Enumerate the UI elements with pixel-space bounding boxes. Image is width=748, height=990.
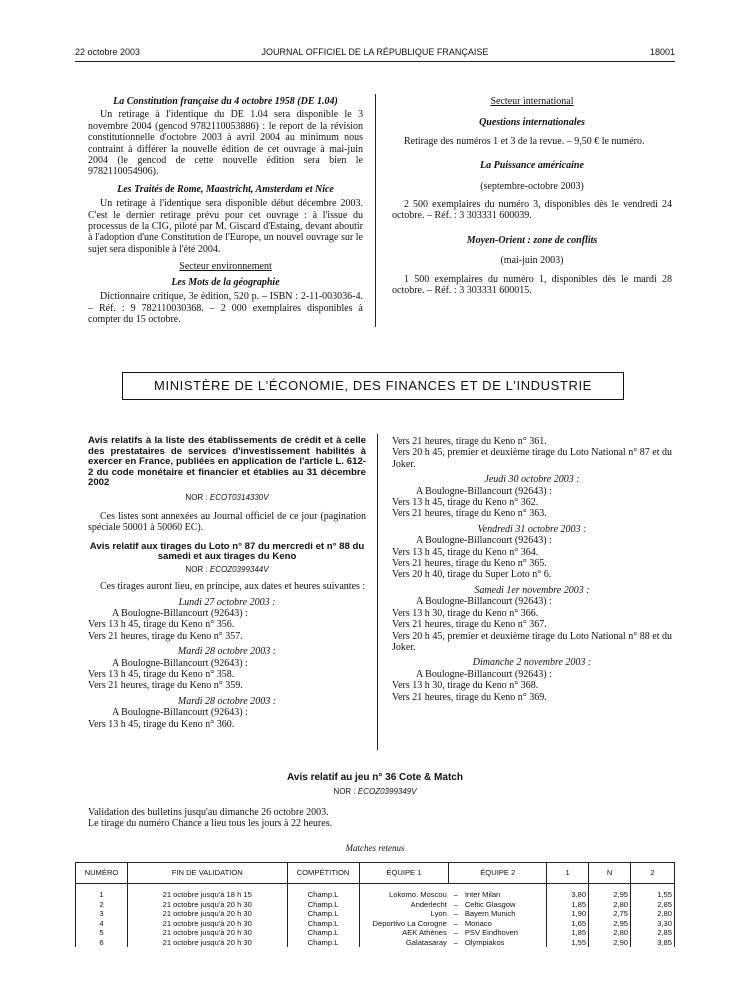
international-section: Secteur international <box>490 96 574 107</box>
puissance-dates: (septembre-octobre 2003) <box>480 180 584 192</box>
avis-loto-intro: Ces tirages auront lieu, en principe, aux dates et heures suivantes : <box>100 581 366 593</box>
schedule-right-draw: Vers 13 h 30, tirage du Keno n° 366. <box>392 607 539 619</box>
match-competition: Champ.L <box>287 900 359 910</box>
schedule-left-draw: Vers 13 h 45, tirage du Keno n° 356. <box>88 619 235 631</box>
avis-listes-title: Avis relatifs à la liste des établissements de crédit et à celle des prestataires de services d'investissement habilités à exercer en France, publiées en application de l'article L. 612-2 du code monétaire et financier et établies au 31 décembre 2002 <box>88 435 366 488</box>
match-end-validation: 21 octobre jusqu'à 20 h 30 <box>127 919 287 929</box>
top-left-column <box>88 96 363 325</box>
match-end-validation: 21 octobre jusqu'à 20 h 30 <box>127 938 287 948</box>
schedule-right-location: A Boulogne-Billancourt (92643) : <box>416 535 552 547</box>
match-team-1: Deportivo La Corogne <box>359 919 449 929</box>
loto-schedule-right <box>392 474 672 703</box>
match-odds-1: 1,85 <box>547 900 589 910</box>
matches-table <box>75 862 675 947</box>
match-odds-1: 1,65 <box>547 919 589 929</box>
schedule-right-draw: Vers 13 h 45, tirage du Keno n° 364. <box>392 546 539 558</box>
schedule-right-day: Jeudi 30 octobre 2003 : <box>484 474 580 486</box>
ministry-banner: MINISTÈRE DE L'ÉCONOMIE, DES FINANCES ET DE L'INDUSTRIE <box>122 372 624 400</box>
match-odds-2: 2,80 <box>631 909 675 919</box>
match-odds-n: 2,95 <box>589 884 631 900</box>
moyen-orient-title: Moyen-Orient : zone de conflits <box>466 234 598 246</box>
questions-text: Retirage des numéros 1 et 3 de la revue. – 9,50 € le numéro. <box>404 135 645 147</box>
schedule-left-day: Lundi 27 octobre 2003 : <box>178 596 276 608</box>
schedule-right-draw: Vers 13 h 30, tirage du Keno n° 368. <box>392 680 539 692</box>
match-end-validation: 21 octobre jusqu'à 20 h 30 <box>127 900 287 910</box>
avis-listes-text: Ces listes sont annexées au Journal officiel de ce jour (pagination spéciale 50001 à 50060 EC). <box>88 510 366 534</box>
schedule-right-draw: Vers 21 heures, tirage du Keno n° 367. <box>392 619 547 631</box>
moyen-orient-text: 1 500 exemplaires du numéro 1, disponibles dès le mardi 28 octobre. – Réf. : 3 303331 600015. <box>392 273 672 297</box>
match-dash: – <box>453 890 458 899</box>
match-team-2: Inter Milan <box>463 884 547 900</box>
schedule-left-day: Mardi 28 octobre 2003 : <box>177 695 277 707</box>
match-team-2: Bayern Munich <box>463 909 547 919</box>
match-odds-n: 2,90 <box>589 938 631 948</box>
table-row <box>76 928 675 938</box>
match-team-2: Monaco <box>463 919 547 929</box>
header-competition: COMPÉTITION <box>287 863 359 884</box>
avis-loto-title: Avis relatif aux tirages du Loto n° 87 du mercredi et n° 88 du samedi et aux tirages du Keno <box>89 540 365 563</box>
header-equipe-2: ÉQUIPE 2 <box>449 863 547 884</box>
constitution-text: Un retirage à l'identique du DE 1.04 sera disponible le 3 novembre 2004 (gencod 9782110053886) : le report de la révision constitutionnelle d'octobre 2003 à avril 2004 au minimum nous contraint à différer la nouvelle édition de cet ouvrage à mai-juin 2004 (le gencod de cette nouvelle édition sera bien le 9782110054906). <box>88 109 363 178</box>
schedule-right-day: Vendredi 31 octobre 2003 : <box>477 523 587 535</box>
header-equipe-1: ÉQUIPE 1 <box>359 863 449 884</box>
schedule-right-draw: Vers 21 heures, tirage du Keno n° 363. <box>392 508 547 520</box>
match-odds-n: 2,80 <box>589 928 631 938</box>
table-row <box>76 884 675 900</box>
loto-right-top-2: Vers 20 h 45, premier et deuxième tirage du Loto National n° 87 et du Joker. <box>392 447 672 470</box>
middle-right-column <box>392 436 672 703</box>
match-team-2: Olympiakos <box>463 938 547 948</box>
avis-cote-match-title: Avis relatif au jeu n° 36 Cote & Match <box>287 772 463 783</box>
avis-listes-nor: NOR : ECOT0314330V <box>185 492 269 502</box>
match-team-1: Anderlecht <box>359 900 449 910</box>
match-end-validation: 21 octobre jusqu'à 20 h 30 <box>127 928 287 938</box>
match-number: 4 <box>76 919 128 929</box>
constitution-title: La Constitution française du 4 octobre 1958 (DE 1.04) <box>113 96 338 107</box>
match-odds-2: 2,85 <box>631 900 675 910</box>
match-competition: Champ.L <box>287 928 359 938</box>
schedule-right-draw: Vers 20 h 45, premier et deuxième tirage du Loto National n° 88 et du Joker. <box>392 630 672 653</box>
schedule-left-draw: Vers 13 h 45, tirage du Keno n° 358. <box>88 668 235 680</box>
match-number: 6 <box>76 938 128 948</box>
loto-right-top-1: Vers 21 heures, tirage du Keno n° 361. <box>392 436 547 447</box>
match-dash: – <box>453 909 458 918</box>
traites-title: Les Traités de Rome, Maastricht, Amsterdam et Nice <box>117 183 334 195</box>
matches-caption: Matches retenus <box>345 843 405 853</box>
match-end-validation: 21 octobre jusqu'à 18 h 15 <box>127 884 287 900</box>
header-date: 22 octobre 2003 <box>75 47 141 57</box>
match-odds-n: 2,80 <box>589 900 631 910</box>
schedule-right-day: Dimanche 2 novembre 2003 : <box>472 657 592 669</box>
mots-text: Dictionnaire critique, 3e édition, 520 p. – ISBN : 2-11-003036-4. – Réf. : 9 782110030368. – 2 000 exemplaires disponibles à compter du 15 octobre. <box>88 291 363 325</box>
match-odds-1: 1,85 <box>547 928 589 938</box>
match-number: 5 <box>76 928 128 938</box>
schedule-right-draw: Vers 21 heures, tirage du Keno n° 365. <box>392 558 547 570</box>
match-team-2: PSV Eindhoven <box>463 928 547 938</box>
avis-loto-nor: NOR : ECOZ0399344V <box>185 564 269 574</box>
match-odds-n: 2,75 <box>589 909 631 919</box>
schedule-right-draw: Vers 21 heures, tirage du Keno n° 369. <box>392 691 547 703</box>
match-odds-2: 1,55 <box>631 884 675 900</box>
header-rule <box>75 61 675 62</box>
header-cote-1: 1 <box>547 863 589 884</box>
puissance-title: La Puissance américaine <box>480 160 584 172</box>
top-right-column <box>392 96 672 296</box>
schedule-right-draw: Vers 13 h 45, tirage du Keno n° 362. <box>392 497 539 509</box>
match-odds-2: 3,30 <box>631 919 675 929</box>
header-numero: NUMÉRO <box>76 863 128 884</box>
matches-header-row <box>76 863 675 884</box>
match-odds-2: 3,85 <box>631 938 675 948</box>
journal-title: JOURNAL OFFICIEL DE LA RÉPUBLIQUE FRANÇAISE <box>261 47 489 57</box>
match-dash: – <box>453 918 458 928</box>
schedule-left-location: A Boulogne-Billancourt (92643) : <box>112 707 248 719</box>
page-number: 18001 <box>649 47 675 57</box>
match-dash: – <box>453 928 458 937</box>
match-competition: Champ.L <box>287 938 359 948</box>
match-team-1: Lyon <box>359 909 449 919</box>
match-team-2: Celtic Glasgow <box>463 900 547 910</box>
matches-body <box>76 884 675 948</box>
schedule-left-day: Mardi 28 octobre 2003 : <box>177 646 277 658</box>
schedule-left-location: A Boulogne-Billancourt (92643) : <box>112 657 248 669</box>
match-number: 3 <box>76 909 128 919</box>
schedule-right-day: Samedi 1er novembre 2003 : <box>474 584 590 596</box>
traites-text: Un retirage à l'identique sera disponible début décembre 2003. C'est le dernier retirage prévu pour cet ouvrage : à l'issue du processus de la CIG, piloté par M. Giscard d'Estaing, devant aboutir à l'adoption d'une Constitution de l'Europe, un nouvel ouvrage sur le sujet sera disponible à l'été 2004. <box>88 198 363 255</box>
schedule-right-draw: Vers 20 h 40, tirage du Super Loto n° 6. <box>392 569 552 581</box>
match-odds-2: 2,85 <box>631 928 675 938</box>
match-team-1: Lokomo. Moscou <box>359 884 449 900</box>
column-divider-top <box>375 94 376 327</box>
mots-title: Les Mots de la géographie <box>171 276 280 288</box>
schedule-left-draw: Vers 21 heures, tirage du Keno n° 359. <box>88 680 243 692</box>
cote-match-validation: Validation des bulletins jusqu'au dimanche 26 octobre 2003. <box>88 807 329 818</box>
table-row <box>76 919 675 929</box>
match-number: 1 <box>76 884 128 900</box>
schedule-right-location: A Boulogne-Billancourt (92643) : <box>416 485 552 497</box>
schedule-right-location: A Boulogne-Billancourt (92643) : <box>416 596 552 608</box>
schedule-right-location: A Boulogne-Billancourt (92643) : <box>416 668 552 680</box>
match-dash: – <box>453 937 458 947</box>
cote-match-chance: Le tirage du numéro Chance a lieu tous les jours à 22 heures. <box>88 818 333 829</box>
match-number: 2 <box>76 900 128 910</box>
table-row <box>76 900 675 910</box>
match-odds-1: 1,90 <box>547 909 589 919</box>
header-cote-n: N <box>589 863 631 884</box>
schedule-left-draw: Vers 21 heures, tirage du Keno n° 357. <box>88 630 243 642</box>
environnement-section: Secteur environnement <box>179 261 272 273</box>
match-end-validation: 21 octobre jusqu'à 20 h 30 <box>127 909 287 919</box>
header-cote-2: 2 <box>631 863 675 884</box>
puissance-text: 2 500 exemplaires du numéro 3, disponibles dès le vendredi 24 octobre. – Réf. : 3 303331 600039. <box>392 199 672 222</box>
middle-left-column <box>88 436 366 730</box>
column-divider-middle <box>377 434 378 750</box>
match-competition: Champ.L <box>287 909 359 919</box>
match-odds-n: 2,95 <box>589 919 631 929</box>
match-competition: Champ.L <box>287 884 359 900</box>
schedule-left-draw: Vers 13 h 45, tirage du Keno n° 360. <box>88 718 235 730</box>
header-fin-validation: FIN DE VALIDATION <box>127 863 287 884</box>
match-odds-1: 3,80 <box>547 884 589 900</box>
table-row <box>76 938 675 948</box>
schedule-left-location: A Boulogne-Billancourt (92643) : <box>112 607 248 619</box>
match-dash: – <box>453 899 458 909</box>
match-team-1: Galatasaray <box>359 938 449 948</box>
questions-title: Questions internationales <box>479 117 585 129</box>
table-row <box>76 909 675 919</box>
match-competition: Champ.L <box>287 919 359 929</box>
moyen-orient-dates: (mai-juin 2003) <box>500 255 564 267</box>
loto-schedule-left <box>88 597 366 730</box>
match-odds-1: 1,55 <box>547 938 589 948</box>
avis-cote-match-nor: NOR : ECOZ0399349V <box>333 787 417 796</box>
match-team-1: AEK Athènes <box>359 928 449 938</box>
